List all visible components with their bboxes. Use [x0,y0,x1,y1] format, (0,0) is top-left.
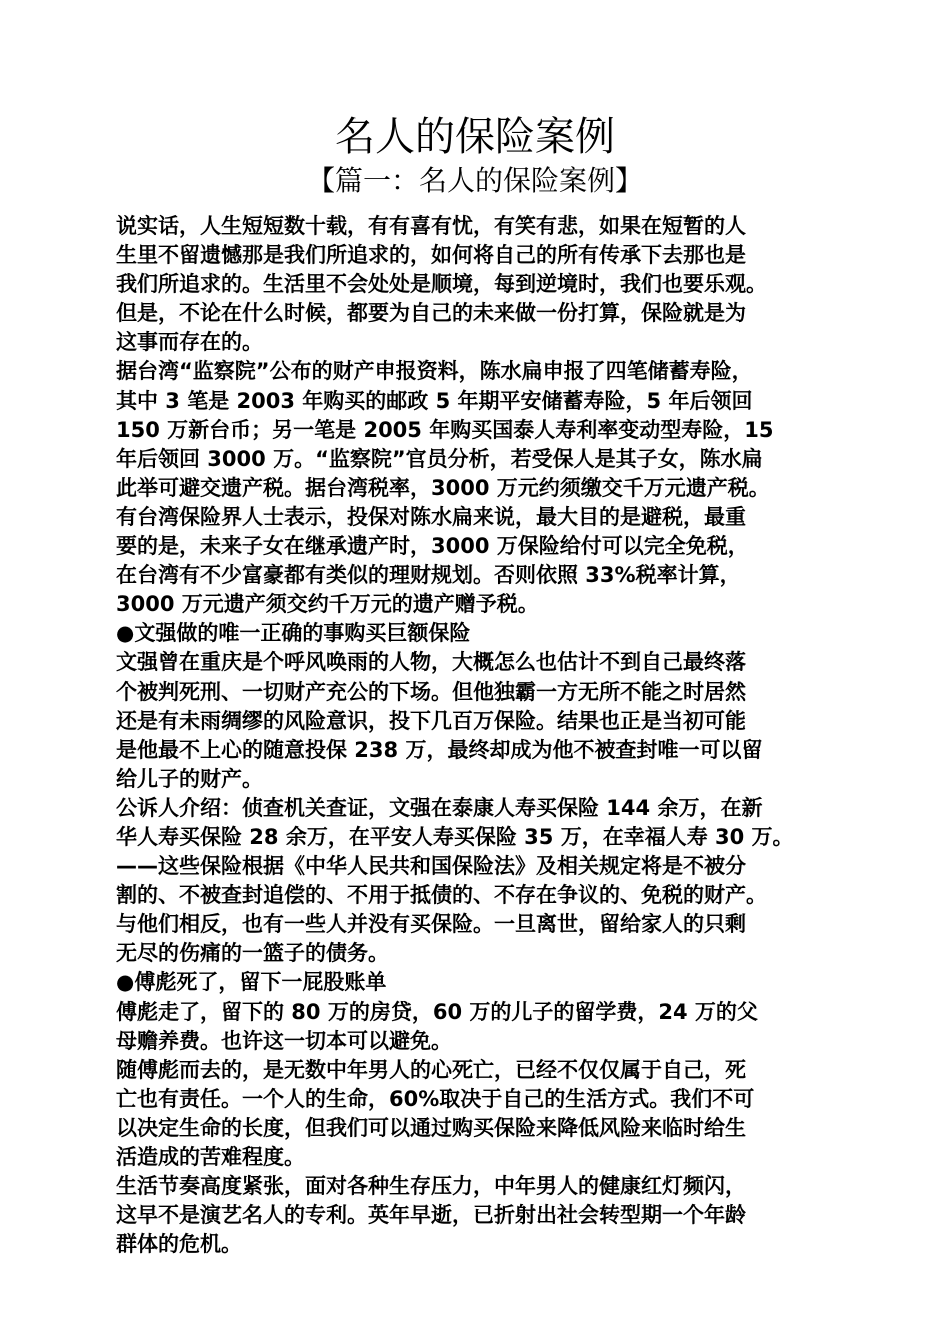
body-line: 3000 万元遗产须交约千万元的遗产赠予税。 [116,592,539,617]
body-line: 个被判死刑、一切财产充公的下场。但他独霸一方无所不能之时居然 [116,679,746,704]
body-line: 有台湾保险界人士表示，投保对陈水扁来说，最大目的是避税，最重 [116,504,746,529]
body-line: 给儿子的财产。 [116,766,263,791]
body-line: 母赡养费。也许这一切本可以避免。 [116,1028,452,1053]
body-line: 150 万新台币；另一笔是 2005 年购买国泰人寿利率变动型寿险，15 [116,417,774,442]
body-line: 此举可避交遗产税。据台湾税率，3000 万元约须缴交千万元遗产税。 [116,475,770,500]
body-line: 生里不留遗憾那是我们所追求的，如何将自己的所有传承下去那也是 [116,243,746,268]
body-line: 活造成的苦难程度。 [116,1145,305,1169]
document-subtitle: 【篇一：名人的保险案例】 [306,164,643,197]
body-line: 要的是，未来子女在继承遗产时，3000 万保险给付可以完全免税， [116,534,749,559]
body-line: 随傅彪而去的，是无数中年男人的心死亡，已经不仅仅属于自己，死 [116,1057,746,1082]
body-line: ●傅彪死了，留下一屁股账单 [116,970,387,995]
body-line: 群体的危机。 [116,1232,242,1257]
body-line: 割的、不被查封追偿的、不用于抵债的、不存在争议的、免税的财产。 [116,883,767,908]
body-line: 我们所追求的。生活里不会处处是顺境，每到逆境时，我们也要乐观。 [116,272,767,297]
body-line: 这事而存在的。 [116,330,263,355]
body-line: 文强曾在重庆是个呼风唤雨的人物，大概怎么也估计不到自己最终落 [116,650,746,675]
body-line: 亡也有责任。一个人的生命，60%取决于自己的生活方式。我们不可 [116,1086,755,1111]
body-line: 年后领回 3000 万。“监察院”官员分析，若受保人是其子女，陈水扁 [116,446,763,471]
body-line: 据台湾“监察院”公布的财产申报资料，陈水扁申报了四笔储蓄寿险， [116,359,753,384]
body-line: 说实话，人生短短数十载，有有喜有忧，有笑有悲，如果在短暂的人 [116,214,746,238]
body-line: 公诉人介绍：侦查机关查证，文强在泰康人寿买保险 144 余万，在新 [116,795,763,820]
body-line: 与他们相反，也有一些人并没有买保险。一旦离世，留给家人的只剩 [116,912,746,937]
body-line: 还是有未雨绸缪的风险意识，投下几百万保险。结果也正是当初可能 [116,708,746,733]
body-line: 傅彪走了，留下的 80 万的房贷，60 万的儿子的留学费，24 万的父 [116,999,758,1024]
body-line: ●文强做的唯一正确的事购买巨额保险 [116,621,471,646]
body-line: 在台湾有不少富豪都有类似的理财规划。否则依照 33%税率计算， [116,563,741,588]
body-line: 这早不是演艺名人的专利。英年早逝，已折射出社会转型期一个年龄 [116,1203,746,1228]
document-title: 名人的保险案例 [335,114,615,160]
body-line: 生活节奏高度紧张，面对各种生存压力，中年男人的健康红灯频闪， [116,1174,746,1199]
body-line: 以决定生命的长度，但我们可以通过购买保险来降低风险来临时给生 [116,1115,746,1140]
body-line: 无尽的伤痛的一篮子的债务。 [116,941,389,966]
body-line: 其中 3 笔是 2003 年购买的邮政 5 年期平安储蓄寿险，5 年后领回 [116,388,753,413]
body-line: 但是，不论在什么时候，都要为自己的未来做一份打算，保险就是为 [116,301,746,326]
body-line: 是他最不上心的随意投保 238 万，最终却成为他不被查封唯一可以留 [116,737,763,762]
document-body [116,212,838,1259]
body-line: 华人寿买保险 28 余万，在平安人寿买保险 35 万，在幸福人寿 30 万。 [116,824,794,849]
body-line: ——这些保险根据《中华人民共和国保险法》及相关规定将是不被分 [116,854,746,879]
